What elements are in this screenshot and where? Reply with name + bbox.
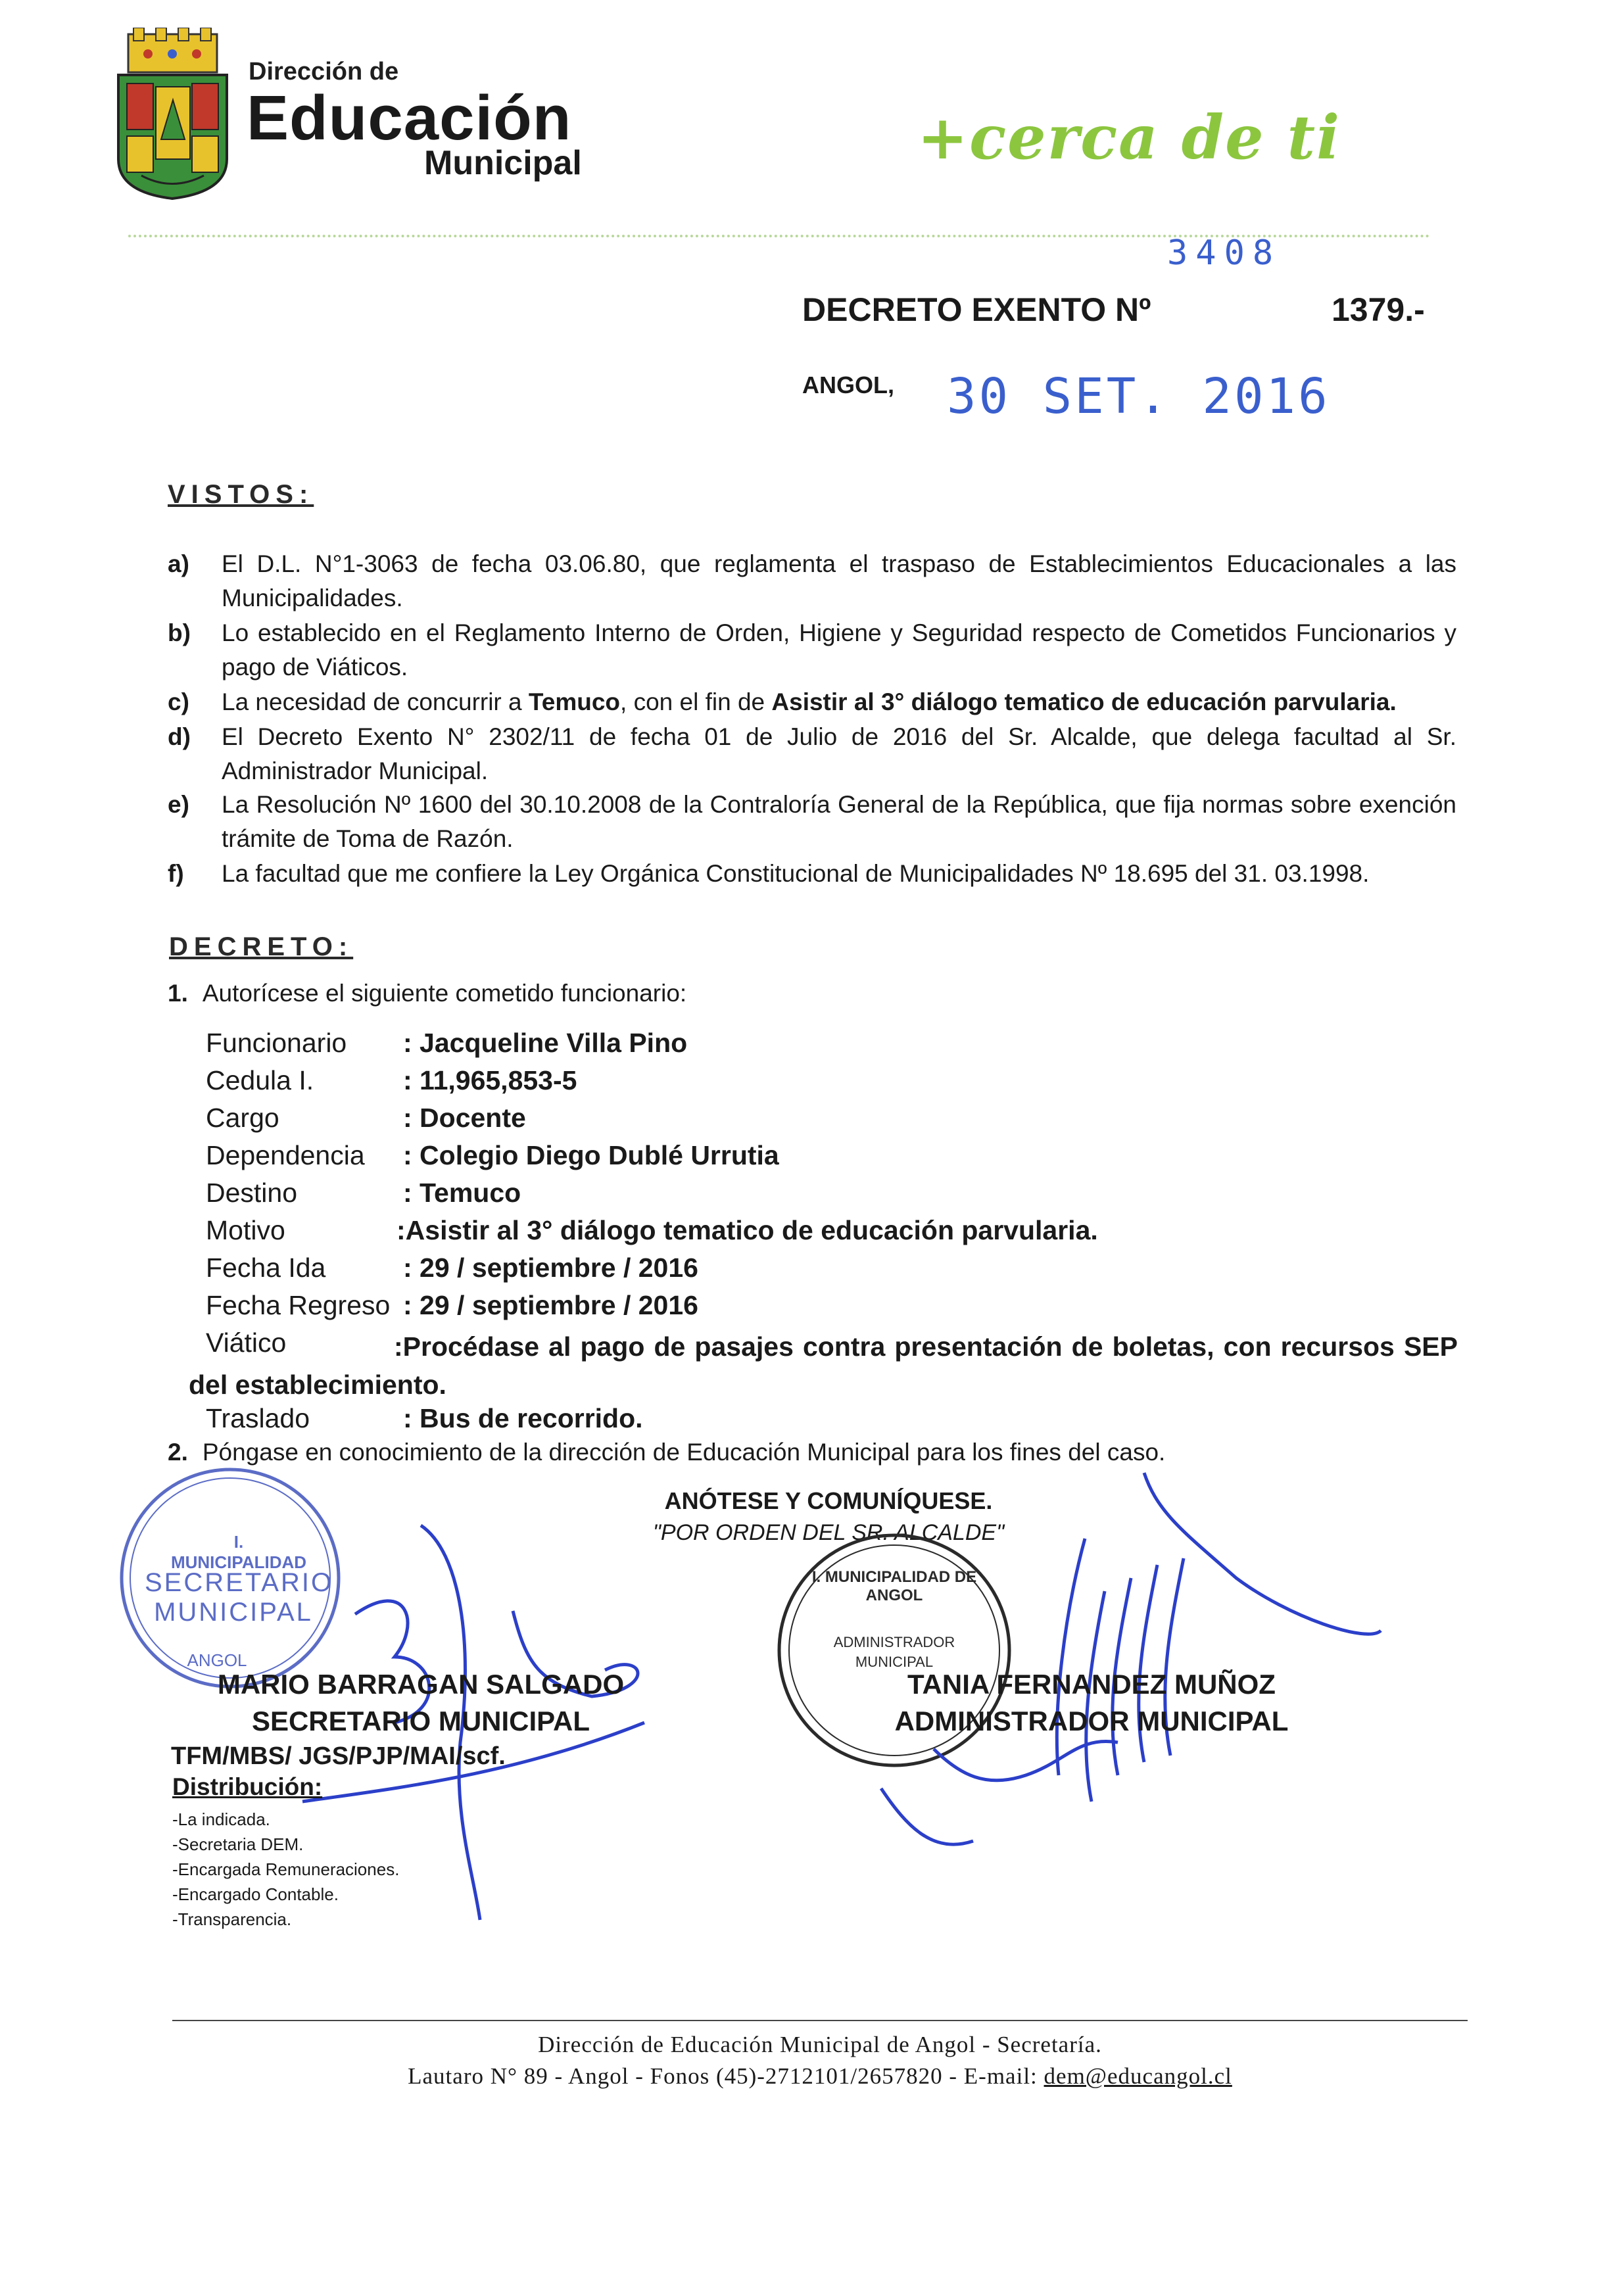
left-signer-name: MARIO BARRAGAN SALGADO [217, 1669, 625, 1700]
item-text: La facultad que me confiere la Ley Orgánica Constitucional de Municipalidades Nº 18.695 del 31. 03.1998. [222, 860, 1370, 887]
right-signer-name: TANIA FERNANDEZ MUÑOZ [907, 1669, 1276, 1700]
field-key: Cargo [206, 1103, 279, 1133]
field-value: : Jacqueline Villa Pino [403, 1028, 688, 1058]
field-key: Cedula I. [206, 1065, 314, 1095]
field-key: Funcionario [206, 1028, 347, 1058]
org-name-line1: Dirección de [249, 58, 399, 85]
org-name-line3: Municipal [424, 144, 582, 182]
seal-left-mid1: SECRETARIO [145, 1568, 334, 1597]
field-value: : Colegio Diego Dublé Urrutia [403, 1140, 779, 1170]
vistos-item [168, 788, 1456, 856]
item-text: El Decreto Exento N° 2302/11 de fecha 01 de Julio de 2016 del Sr. Alcalde, que delega facultad al Sr. Administrador Municipal. [222, 723, 1456, 784]
item-text-bold: Asistir al 3° diálogo tematico de educación parvularia. [771, 688, 1397, 715]
item-text-bold: Temuco [528, 688, 621, 715]
vistos-item [168, 616, 1456, 684]
seal-left-bottom: ANGOL [187, 1650, 247, 1670]
decree-title: DECRETO EXENTO Nº [802, 291, 1151, 328]
footer-contact: Lautaro N° 89 - Angol - Fonos (45)-2712101/2657820 - E-mail: [408, 2063, 1044, 2089]
seal-left-mid2: MUNICIPAL [154, 1598, 313, 1627]
seal-right-top: I. MUNICIPALIDAD DE ANGOL [811, 1568, 977, 1604]
field-key: Traslado [206, 1403, 310, 1433]
item-text: Lo establecido en el Reglamento Interno de Orden, Higiene y Seguridad respecto de Cometidos Funcionarios y pago de Viáticos. [222, 619, 1456, 681]
slogan: +cerca de ti [917, 102, 1341, 173]
decree-city: ANGOL, [802, 371, 894, 398]
item-text: El D.L. N°1-3063 de fecha 03.06.80, que reglamenta el traspaso de Establecimientos Educacionales a las Municipalidades. [222, 550, 1456, 611]
footer-divider [172, 2020, 1468, 2021]
field-value: : 11,965,853-5 [403, 1065, 577, 1095]
footer-email-link[interactable]: dem@educangol.cl [1044, 2063, 1232, 2089]
por-orden-line: "POR ORDEN DEL SR. ALCALDE" [652, 1520, 1005, 1545]
item-label: e) [168, 791, 189, 818]
field-row [189, 1327, 1458, 1406]
item-label: 2. [168, 1439, 188, 1466]
right-signer-title: ADMINISTRADOR MUNICIPAL [894, 1706, 1289, 1736]
date-stamp: 30 SET. 2016 [947, 368, 1330, 425]
footer-line-1: Dirección de Educación Municipal de Angol - Secretaría. [538, 2032, 1102, 2057]
stamp-number: 3408 [1167, 233, 1282, 273]
item-text: Autorícese el siguiente cometido funcionario: [202, 980, 687, 1007]
item-label: 1. [168, 980, 188, 1007]
distribution-item: -Encargado Contable. [172, 1884, 339, 1904]
seal-left-top: I. MUNICIPALIDAD [170, 1532, 307, 1572]
item-text: Póngase en conocimiento de la dirección de Educación Municipal para los fines del caso. [202, 1439, 1166, 1466]
left-signer-title: SECRETARIO MUNICIPAL [251, 1706, 590, 1736]
municipal-crest-logo [115, 28, 230, 200]
decreto-heading: DECRETO: [169, 932, 354, 961]
field-key: Fecha Regreso [206, 1290, 391, 1320]
reference-initials: TFM/MBS/ JGS/PJP/MAI/scf. [171, 1742, 506, 1770]
field-key: Motivo [206, 1215, 285, 1245]
item-text: La Resolución Nº 1600 del 30.10.2008 de la Contraloría General de la República, que fija normas sobre exención trámite de Toma de Razón. [222, 791, 1456, 852]
org-name-line2: Educación [247, 83, 572, 153]
item-label: f) [168, 860, 184, 887]
distribution-item: -La indicada. [172, 1809, 270, 1829]
footer-line-2 [172, 2063, 1468, 2090]
vistos-heading: VISTOS: [168, 480, 314, 509]
seal-right-mid2: MUNICIPAL [855, 1654, 934, 1670]
field-value: : Bus de recorrido. [403, 1403, 643, 1433]
seal-right-mid1: ADMINISTRADOR [833, 1634, 955, 1650]
item-label: d) [168, 723, 191, 750]
distribution-item: -Encargada Remuneraciones. [172, 1859, 400, 1879]
field-key: Destino [206, 1178, 298, 1208]
vistos-item [168, 857, 1456, 891]
decreto-item-2 [168, 1439, 1165, 1466]
vistos-item [168, 685, 1456, 719]
item-text: La necesidad de concurrir a [222, 688, 529, 715]
field-value: :Procédase al pago de pasajes contra presentación de boletas, con recursos SEP del establecimiento. [189, 1331, 1458, 1400]
distribution-item: -Transparencia. [172, 1909, 292, 1929]
distribution-item: -Secretaria DEM. [172, 1834, 304, 1854]
decreto-item-1 [168, 980, 686, 1007]
item-label: b) [168, 619, 191, 646]
field-value: : 29 / septiembre / 2016 [403, 1253, 698, 1283]
vistos-item [168, 720, 1456, 788]
item-label: a) [168, 550, 189, 577]
field-key: Fecha Ida [206, 1253, 326, 1283]
field-key: Dependencia [206, 1140, 365, 1170]
distribution-title: Distribución: [172, 1773, 323, 1800]
field-value: : 29 / septiembre / 2016 [403, 1290, 698, 1320]
field-key: Viático [206, 1327, 287, 1358]
vistos-item [168, 547, 1456, 615]
decree-number: 1379.- [1332, 291, 1425, 328]
field-value: : Temuco [403, 1178, 521, 1208]
field-value: : Docente [403, 1103, 526, 1133]
field-value: :Asistir al 3° diálogo tematico de educación parvularia. [396, 1215, 1098, 1245]
anotese-line: ANÓTESE Y COMUNÍQUESE. [664, 1487, 993, 1514]
item-text: , con el fin de [620, 688, 772, 715]
item-label: c) [168, 688, 189, 715]
